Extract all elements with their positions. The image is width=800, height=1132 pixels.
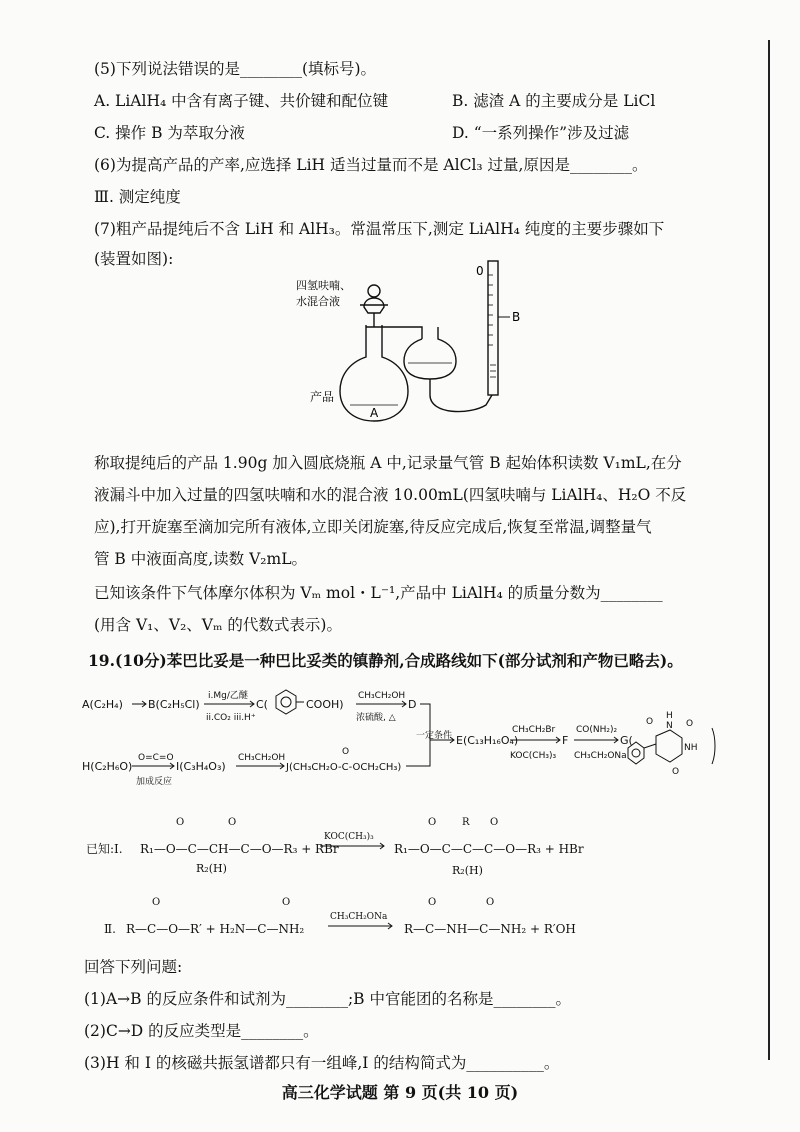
q7-line-2: (装置如图): bbox=[94, 250, 174, 268]
known-1-rhs-o-1: O bbox=[428, 817, 437, 828]
known-2-o-2: O bbox=[282, 897, 291, 908]
reagent-fg-top: CO(NH₂)₂ bbox=[576, 725, 618, 735]
compound-b: B(C₂H₅Cl) bbox=[148, 698, 200, 711]
subquestion-3: (3)H 和 I 的核磁共振氢谱都只有一组峰,I 的结构简式为__________。 bbox=[84, 1054, 560, 1072]
g-ring-o1: O bbox=[686, 719, 694, 729]
reagent-hi-bottom: 加成反应 bbox=[136, 777, 173, 787]
option-c: C. 操作 B 为萃取分液 bbox=[94, 124, 245, 142]
procedure-line-1: 称取提纯后的产品 1.90g 加入圆底烧瓶 A 中,记录量气管 B 起始体积读数 V₁mL,在分 bbox=[94, 454, 682, 472]
compound-c-suffix: COOH) bbox=[306, 698, 344, 711]
condition-e: 一定条件 bbox=[416, 731, 453, 741]
label-solvent-2: 水混合液 bbox=[296, 295, 340, 308]
reagent-ef-top: CH₃CH₂Br bbox=[512, 725, 556, 735]
reagent-ij: CH₃CH₂OH bbox=[238, 753, 286, 763]
label-burette-b: B bbox=[512, 310, 521, 324]
subquestion-2: (2)C→D 的反应类型是________。 bbox=[84, 1022, 319, 1040]
subquestion-1: (1)A→B 的反应条件和试剂为________;B 中官能团的名称是________。 bbox=[84, 990, 571, 1008]
section-3-heading: Ⅲ. 测定纯度 bbox=[94, 188, 181, 206]
g-ring-o2: O bbox=[646, 717, 654, 727]
gas-burette-b-icon bbox=[488, 261, 498, 395]
compound-i: I(C₃H₄O₃) bbox=[176, 760, 226, 773]
label-zero-mark: 0 bbox=[476, 264, 484, 278]
q5-text: (5)下列说法错误的是________(填标号)。 bbox=[94, 60, 377, 78]
known-1-rhs: R₁—O—C—C—C—O—R₃ + HBr bbox=[394, 842, 584, 856]
apparatus-diagram bbox=[290, 255, 530, 425]
known-1-rhs-substituent: R₂(H) bbox=[452, 864, 483, 877]
known-1-prefix: 已知:Ⅰ. bbox=[86, 842, 123, 856]
known-2-prefix: Ⅱ. bbox=[104, 922, 116, 936]
label-solvent-1: 四氢呋喃、 bbox=[296, 279, 351, 292]
known-2-o-1: O bbox=[152, 897, 161, 908]
known-1-lhs: R₁—O—C—CH—C—O—R₃ + RBr bbox=[140, 842, 339, 856]
compound-j: J(CH₃CH₂O-C-OCH₂CH₃) bbox=[286, 762, 402, 773]
known-2-rhs: R—C—NH—C—NH₂ + R′OH bbox=[404, 922, 576, 936]
compound-a: A(C₂H₄) bbox=[82, 698, 123, 711]
reagent-ef-bottom: KOC(CH₃)₃ bbox=[510, 751, 557, 761]
reagent-bc-top: i.Mg/乙醚 bbox=[208, 691, 248, 701]
known-1-o-2: O bbox=[228, 817, 237, 828]
known-1-o-1: O bbox=[176, 817, 185, 828]
compound-h: H(C₂H₆O) bbox=[82, 760, 133, 773]
compound-c-prefix: C( bbox=[256, 698, 268, 711]
q7-line-1: (7)粗产品提纯后不含 LiH 和 AlH₃。常温常压下,测定 LiAlH₄ 纯度的主要步骤如下 bbox=[94, 220, 665, 238]
reagent-cd-top: CH₃CH₂OH bbox=[358, 691, 406, 701]
known-1-lhs-substituent: R₂(H) bbox=[196, 862, 227, 875]
compound-e: E(C₁₃H₁₆O₄) bbox=[456, 734, 519, 747]
label-flask-a: A bbox=[370, 406, 379, 420]
known-2-lhs: R—C—O—R′ + H₂N—C—NH₂ bbox=[126, 922, 305, 936]
reagent-hi-top: O=C=O bbox=[138, 753, 174, 763]
compound-f: F bbox=[562, 734, 569, 747]
known-2-reagent: CH₃CH₂ONa bbox=[330, 912, 388, 922]
option-a: A. LiAlH₄ 中含有离子键、共价键和配位键 bbox=[94, 92, 389, 110]
reagent-fg-bottom: CH₃CH₂ONa bbox=[574, 751, 627, 761]
q19-header: 19.(10分)苯巴比妥是一种巴比妥类的镇静剂,合成路线如下(部分试剂和产物已略去)。 bbox=[88, 651, 683, 670]
option-b: B. 滤渣 A 的主要成分是 LiCl bbox=[452, 92, 656, 110]
rubber-tube-icon bbox=[430, 379, 492, 412]
synthesis-route-diagram bbox=[80, 678, 720, 798]
procedure-line-2: 液漏斗中加入过量的四氢呋喃和水的混合液 10.00mL(四氢呋喃与 LiAlH₄、H₂O 不反 bbox=[94, 486, 687, 504]
compound-d: D bbox=[408, 698, 417, 711]
leveling-bulb-icon bbox=[404, 327, 456, 379]
known-1-arrow bbox=[318, 842, 388, 850]
separatory-funnel-icon bbox=[364, 298, 384, 327]
mass-fraction-note: (用含 V₁、V₂、Vₘ 的代数式表示)。 bbox=[94, 616, 342, 634]
q6-text: (6)为提高产品的产率,应选择 LiH 适当过量而不是 AlCl₃ 过量,原因是________。 bbox=[94, 156, 648, 174]
g-ring-nh: NH bbox=[684, 743, 698, 753]
compound-g: G( bbox=[620, 734, 633, 747]
reagent-cd-bottom: 浓硫酸, △ bbox=[356, 713, 396, 723]
known-1-rhs-r: R bbox=[462, 817, 470, 828]
known-2-rhs-o-2: O bbox=[486, 897, 495, 908]
g-ring-h: H bbox=[666, 711, 673, 721]
pyrimidine-ring-g-icon bbox=[656, 730, 682, 762]
reagent-bc-bottom: ii.CO₂ iii.H⁺ bbox=[206, 713, 256, 723]
known-2-arrow bbox=[326, 922, 396, 930]
g-ring-o3: O bbox=[672, 767, 680, 777]
page-edge bbox=[768, 40, 770, 1060]
known-2-rhs-o-1: O bbox=[428, 897, 437, 908]
g-ring-n: N bbox=[666, 721, 673, 731]
compound-j-o: O bbox=[342, 747, 350, 757]
procedure-line-3: 应),打开旋塞至滴加完所有液体,立即关闭旋塞,待反应完成后,恢复至常温,调整量气 bbox=[94, 518, 652, 536]
known-1-reagent: KOC(CH₃)₃ bbox=[324, 832, 374, 842]
known-1-rhs-o-2: O bbox=[490, 817, 499, 828]
option-d: D. “一系列操作”涉及过滤 bbox=[452, 124, 630, 142]
label-product: 产品 bbox=[310, 390, 335, 404]
mass-fraction-question: 已知该条件下气体摩尔体积为 Vₘ mol・L⁻¹,产品中 LiAlH₄ 的质量分数为________ bbox=[94, 584, 663, 602]
delivery-tube-icon bbox=[382, 327, 422, 339]
answer-intro: 回答下列问题: bbox=[84, 958, 183, 976]
procedure-line-4: 管 B 中液面高度,读数 V₂mL。 bbox=[94, 550, 307, 568]
page-footer: 高三化学试题 第 9 页(共 10 页) bbox=[281, 1083, 519, 1102]
benzene-ring-c-icon bbox=[276, 690, 296, 714]
